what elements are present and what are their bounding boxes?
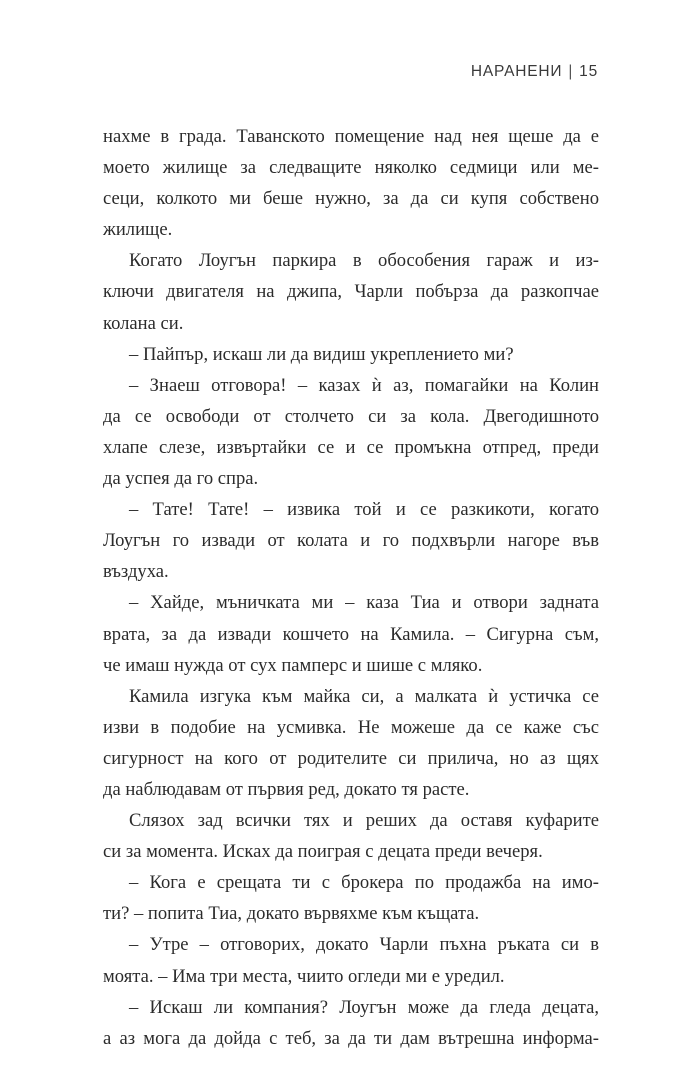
- text-line: Слязох зад всички тях и реших да оставя куфарите: [129, 810, 599, 832]
- header-separator: |: [568, 63, 574, 80]
- text-line: колана си.: [103, 312, 184, 334]
- text-line: Когато Лоугън паркира в обособения гараж и из-: [129, 250, 599, 272]
- text-line: хлапе слезе, извъртайки се и се промъкна отпред, преди: [103, 436, 599, 458]
- text-line: нахме в града. Таванското помещение над нея щеше да е: [103, 126, 599, 147]
- text-line: – Кога е срещата ти с брокера по продажба на имо-: [129, 872, 599, 894]
- text-line: – Искаш ли компания? Лоугън може да гледа децата,: [129, 996, 599, 1018]
- text-line: а аз мога да дойда с теб, за да ти дам вътрешна информа-: [103, 1027, 599, 1049]
- text-line: че имаш нужда от сух памперс и шише с мляко.: [103, 654, 483, 676]
- text-line: моето жилище за следващите няколко седмици или ме-: [103, 157, 599, 179]
- text-line: въздуха.: [103, 561, 169, 583]
- text-line: ключи двигателя на джипа, Чарли побърза да разкопчае: [103, 281, 599, 303]
- text-line: сигурност на кого от родителите си прилича, но аз щях: [103, 747, 599, 769]
- text-line: да се освободи от столчето си за кола. Двегодишното: [103, 405, 599, 427]
- book-title: НАРАНЕНИ: [470, 63, 563, 80]
- text-line: да наблюдавам от първия ред, докато тя расте.: [103, 778, 470, 800]
- text-line: ти? – попита Тиа, докато вървяхме към къщата.: [103, 903, 480, 925]
- text-line: си за момента. Исках да поиграя с децата преди вечеря.: [103, 841, 543, 863]
- text-line: – Тате! Тате! – извика той и се разкикоти, когато: [129, 499, 599, 521]
- text-line: Лоугън го извади от колата и го подхвърли нагоре във: [103, 530, 599, 552]
- text-line: жилище.: [103, 219, 173, 241]
- text-line: врата, за да извади кошчето на Камила. – Сигурна съм,: [103, 623, 599, 645]
- page-number: 15: [579, 63, 598, 80]
- text-line: Камила изгука към майка си, а малката ѝ устичка се: [129, 685, 599, 707]
- text-line: – Пайпър, искаш ли да видиш укреплението ми?: [129, 343, 514, 365]
- text-line: моята. – Има три места, чиито огледи ми е уредил.: [103, 965, 505, 987]
- text-line: – Утре – отговорих, докато Чарли пъхна ръката си в: [129, 934, 599, 956]
- body-text: [103, 121, 599, 1054]
- running-header: [471, 63, 598, 81]
- text-line: – Хайде, мъничката ми – каза Тиа и отвори задната: [129, 592, 599, 614]
- text-line: сеци, колкото ми беше нужно, за да си купя собствено: [103, 188, 599, 210]
- text-line: – Знаеш отговора! – казах ѝ аз, помагайки на Колин: [129, 374, 599, 396]
- text-line: изви в подобие на усмивка. Не можеше да се каже със: [103, 716, 599, 738]
- text-line: да успея да го спра.: [103, 468, 259, 490]
